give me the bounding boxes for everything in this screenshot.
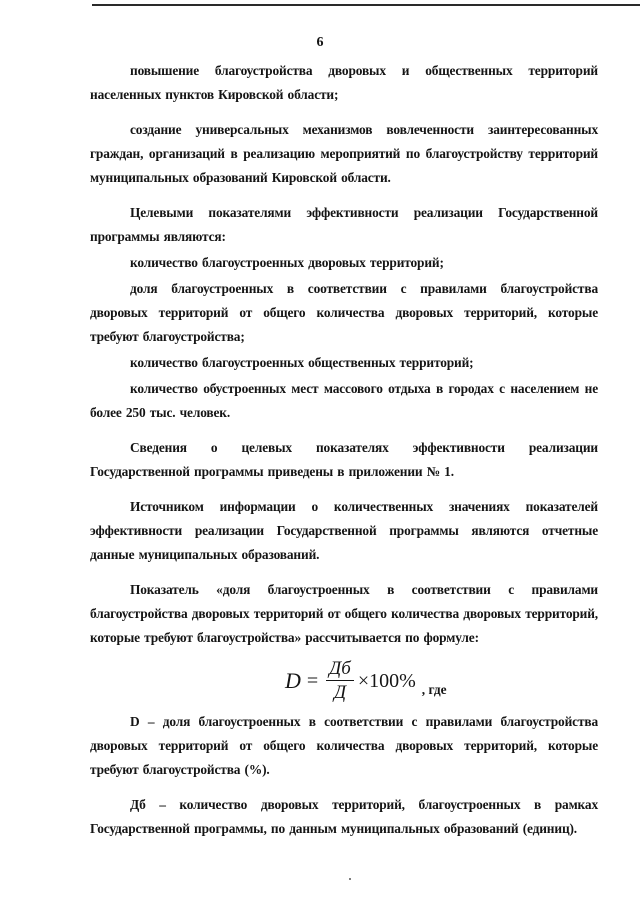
scan-speck (349, 878, 351, 880)
formula-fraction (326, 658, 354, 705)
paragraph-9: Источником информации о количественных значениях показателей эффективности реализации Государственной программы являются отчетные данные муниципальных образований. (90, 499, 598, 562)
top-border-line (92, 4, 640, 6)
paragraph-3: Целевыми показателями эффективности реализации Государственной программы являются: (90, 205, 598, 244)
formula-times: × (357, 670, 370, 692)
paragraph-6: количество благоустроенных общественных территорий; (130, 355, 474, 370)
document-body (90, 59, 598, 843)
page-number: 6 (316, 35, 324, 50)
formula-numerator: Дб (326, 658, 354, 681)
formula-denominator: Д (333, 681, 347, 703)
formula (90, 652, 598, 710)
paragraph-10: Показатель «доля благоустроенных в соответствии с правилами благоустройства дворовых территорий от общего количества дворовых территорий, которые требуют благоустройства» рассчитывается по формуле: (90, 582, 598, 645)
definition-d: D – доля благоустроенных в соответствии с правилами благоустройства дворовых территорий от общего количества дворовых территорий, которые требуют благоустройства (%). (90, 714, 598, 777)
paragraph-8: Сведения о целевых показателях эффективности реализации Государственной программы приведены в приложении № 1. (90, 440, 598, 479)
paragraph-1: повышение благоустройства дворовых и общественных территорий населенных пунктов Кировской области; (90, 63, 598, 102)
paragraph-5: доля благоустроенных в соответствии с правилами благоустройства дворовых территорий от общего количества дворовых территорий, которые требуют благоустройства; (90, 281, 598, 344)
paragraph-4: количество благоустроенных дворовых территорий; (130, 255, 444, 270)
paragraph-7: количество обустроенных мест массового отдыха в городах с населением не более 250 тыс. человек. (90, 381, 598, 420)
definition-db: Дб – количество дворовых территорий, благоустроенных в рамках Государственной программы, по данным муниципальных образований (единиц). (90, 797, 598, 836)
formula-lhs: D (285, 668, 301, 693)
formula-suffix: , где (421, 682, 447, 697)
paragraph-2: создание универсальных механизмов вовлеченности заинтересованных граждан, организаций в реализацию мероприятий по благоустройству территорий муниципальных образований Кировской области. (90, 122, 598, 185)
formula-factor: 100% (369, 670, 416, 692)
formula-equals: = (306, 670, 319, 692)
